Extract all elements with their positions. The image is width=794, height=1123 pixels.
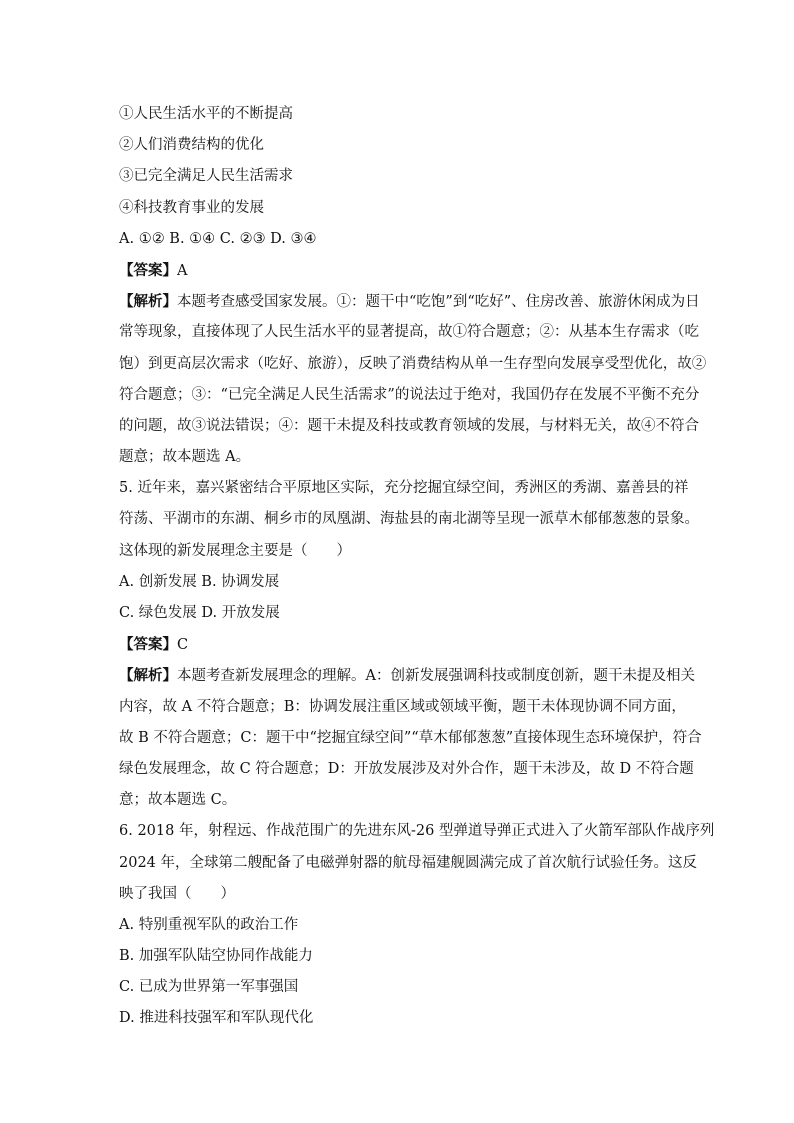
- q6-stem-line-1: 6. 2018 年，射程远、作战范围广的先进东风-26 型弹道导弹正式进入了火箭军部队作战序列: [119, 823, 715, 840]
- q4-analysis-line-6: 题意；故本题选 A。: [119, 449, 251, 466]
- q5-analysis-label: 【解析】: [119, 667, 177, 685]
- q5-analysis-line-5: 意；故本题选 C。: [119, 792, 237, 809]
- q4-analysis-line-5: 的问题，故③说法错误；④：题干未提及科技或教育领域的发展，与材料无关，故④不符合: [119, 417, 699, 434]
- q4-answer-label: 【答案】: [119, 261, 177, 279]
- q5-answer: [119, 629, 679, 660]
- q6-stem-line-2: 2024 年，全球第二艘配备了电磁弹射器的航母福建舰圆满完成了首次航行试验任务。这反: [119, 854, 698, 871]
- q4-answer: [119, 255, 679, 286]
- q6-stem-line-3: 映了我国（ ）: [119, 885, 235, 902]
- q5-choices-line-2: C. 绿色发展 D. 开放发展: [119, 605, 280, 621]
- q5-analysis-line-4: 绿色发展理念，故 C 符合题意；D：开放发展涉及对外合作，题干未涉及，故 D 不符合题: [119, 760, 694, 777]
- q5-analysis-line-2: 内容，故 A 不符合题意；B：协调发展注重区域或领域平衡，题干未体现协调不同方面，: [119, 698, 686, 715]
- q4-option-1: ①人民生活水平的不断提高: [119, 106, 293, 122]
- q4-option-2: ②人们消费结构的优化: [119, 137, 264, 154]
- q5-answer-value: C: [177, 637, 189, 654]
- q4-choices: A. ①② B. ①④ C. ②③ D. ③④: [119, 230, 317, 247]
- q4-analysis-line-2: 常等现象，直接体现了人民生活水平的显著提高，故①符合题意；②：从基本生存需求（吃: [119, 324, 699, 341]
- q5-stem-line-3: 这体现的新发展理念主要是（ ）: [119, 542, 351, 559]
- q5-answer-label: 【答案】: [119, 636, 177, 654]
- q6-choice-a: A. 特别重视军队的政治工作: [119, 916, 299, 933]
- q5-analysis-line-1: [119, 660, 695, 691]
- q4-analysis-label: 【解析】: [119, 293, 177, 311]
- q5-stem-line-2: 符荡、平湖市的东湖、桐乡市的凤凰湖、海盐县的南北湖等呈现一派草木郁郁葱葱的景象。: [119, 511, 699, 528]
- q6-choice-d: D. 推进科技强军和军队现代化: [119, 1010, 314, 1027]
- q4-analysis-line-4: 符合题意；③：“已完全满足人民生活需求”的说法过于绝对，我国仍存在发展不平衡不充分: [119, 386, 700, 403]
- document-content: [119, 99, 715, 1035]
- q4-option-3: ③已完全满足人民生活需求: [119, 168, 293, 185]
- q5-analysis-line-3: 故 B 不符合题意；C：题干中“挖掘宜绿空间”“草木郁郁葱葱”直接体现生态环境保护，符合: [119, 729, 702, 746]
- q4-answer-value: A: [177, 262, 188, 279]
- q6-choice-b: B. 加强军队陆空协同作战能力: [119, 948, 313, 965]
- q4-option-4: ④科技教育事业的发展: [119, 199, 264, 216]
- q6-choice-c: C. 已成为世界第一军事强国: [119, 979, 299, 996]
- q5-choices-line-1: A. 创新发展 B. 协调发展: [119, 573, 280, 590]
- q4-analysis-line-1: [119, 286, 700, 317]
- q4-analysis-line-3: 饱）到更高层次需求（吃好、旅游），反映了消费结构从单一生存型向发展享受型优化，故②: [119, 355, 707, 372]
- q5-analysis-text-1: 本题考查新发展理念的理解。A：创新发展强调科技或制度创新，题干未提及相关: [177, 668, 695, 685]
- q5-stem-line-1: 5. 近年来，嘉兴紧密结合平原地区实际，充分挖掘宜绿空间，秀洲区的秀湖、嘉善县的祥: [119, 480, 689, 497]
- q4-analysis-text-1: 本题考查感受国家发展。①：题干中“吃饱”到“吃好”、住房改善、旅游休闲成为日: [177, 294, 700, 311]
